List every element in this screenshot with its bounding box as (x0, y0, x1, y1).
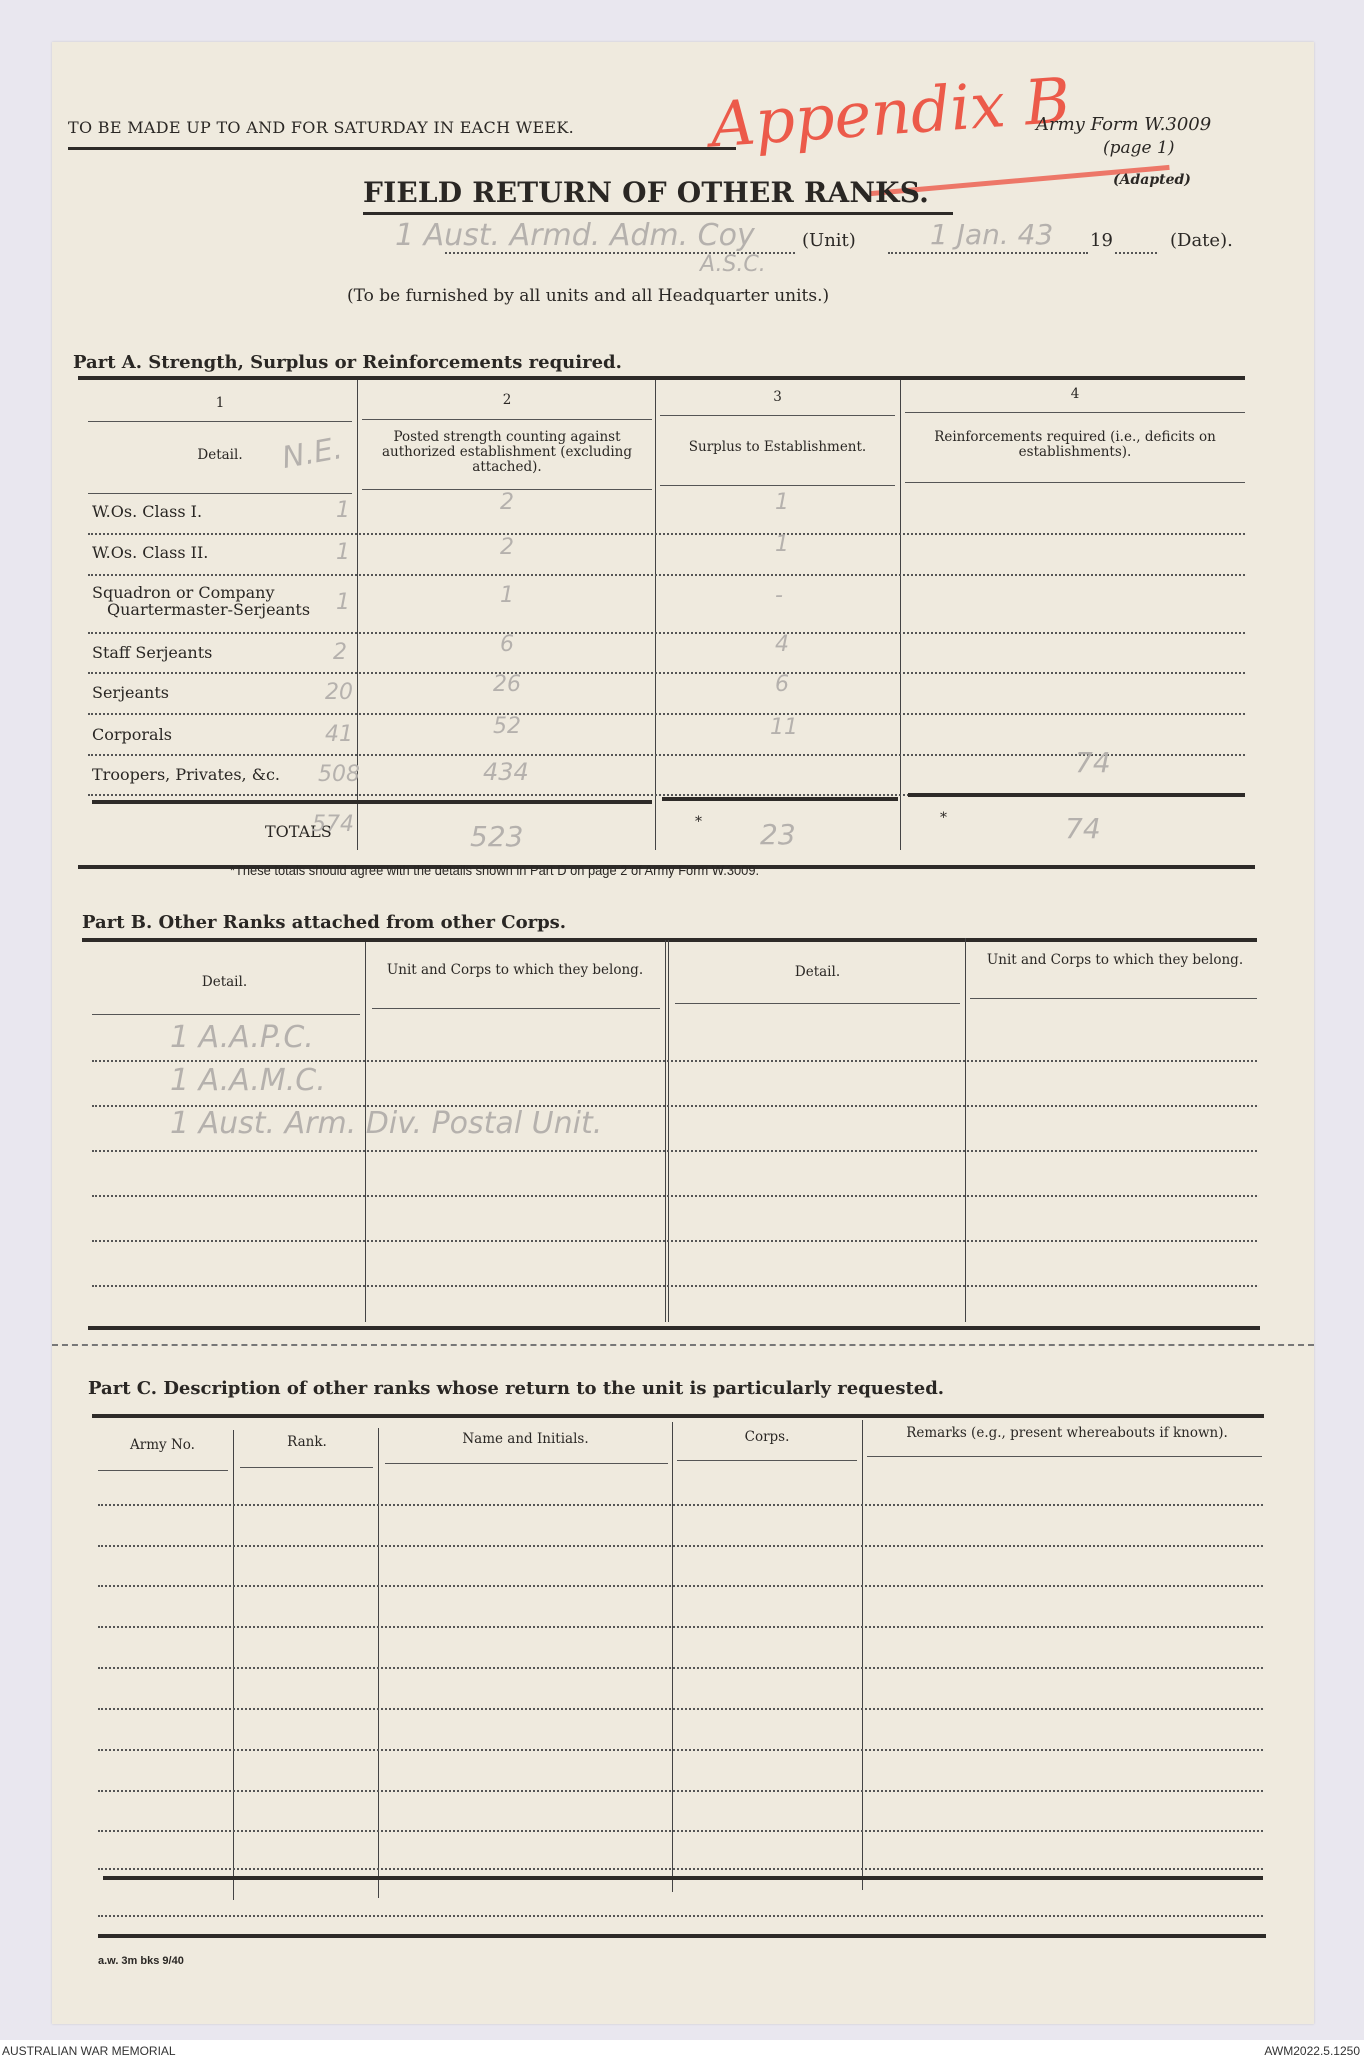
date-label: (Date). (1170, 230, 1233, 251)
subtitle: (To be furnished by all units and all Headquarter units.) (347, 286, 830, 306)
part-b-col-detail-1: Detail. (201, 974, 248, 990)
form-page: (page 1) (1103, 138, 1175, 158)
row-rule (88, 672, 1245, 674)
part-c-bottom-rule (98, 1934, 1266, 1938)
instruction-text: TO BE MADE UP TO AND FOR SATURDAY IN EACH WEEK. (68, 118, 575, 137)
part-b-header-rule (372, 1008, 660, 1009)
year-field-line (1115, 252, 1157, 254)
header-rule-4 (905, 482, 1245, 483)
part-b-entry-detail[interactable]: 1 A.A.P.C. (170, 1020, 314, 1055)
footer-bar (0, 2040, 1364, 2061)
ne-note: N.E. (279, 431, 346, 476)
col-header-detail: Detail. (197, 447, 243, 463)
part-b-entry-detail[interactable]: 1 Aust. Arm. Div. Postal Unit. (170, 1106, 603, 1141)
part-a-top-rule (78, 376, 1245, 380)
row-ne: 508 (318, 762, 360, 787)
row-rule (88, 574, 1245, 576)
col-header-posted: Posted strength counting against authorized establishment (excluding attached). (381, 429, 633, 475)
row-posted[interactable]: 434 (483, 758, 529, 786)
row-label: Squadron or Company (92, 583, 275, 602)
part-b-row-rule (92, 1195, 1257, 1197)
part-a-col-divider-3 (900, 380, 901, 850)
col-header-reinf: Reinforcements required (i.e., deficits on establishments). (934, 429, 1216, 460)
col-header-surplus: Surplus to Establishment. (688, 439, 867, 455)
row-ne: 1 (336, 540, 350, 565)
row-posted[interactable]: 2 (500, 535, 514, 560)
col-number-2: 2 (502, 392, 512, 408)
part-c-row-rule (98, 1545, 1263, 1547)
part-b-row-rule (92, 1105, 1257, 1107)
row-posted[interactable]: 52 (493, 714, 521, 739)
part-b-header-rule (92, 1014, 360, 1015)
unit-handwritten-sub: A.S.C. (700, 252, 766, 277)
part-b-row-rule (92, 1285, 1257, 1287)
row-rule (88, 713, 1245, 715)
part-c-col-remarks: Remarks (e.g., present whereabouts if known). (906, 1425, 1228, 1441)
part-c-header-rule (677, 1460, 857, 1461)
part-c-row-rule (98, 1830, 1263, 1832)
part-c-col-divider-3 (672, 1422, 673, 1892)
row-rule (88, 754, 1245, 756)
part-c-row-rule (98, 1585, 1263, 1587)
part-c-col-army-no: Army No. (130, 1437, 195, 1453)
row-surplus[interactable]: 1 (775, 532, 789, 557)
part-c-header-rule (240, 1467, 373, 1468)
row-ne: 1 (336, 498, 350, 523)
part-b-header-rule (675, 1003, 960, 1004)
year-label: 19 (1090, 230, 1113, 251)
totals-rule-left (92, 800, 652, 804)
part-a-heading: Part A. Strength, Surplus or Reinforcements required. (73, 352, 622, 373)
row-label: Serjeants (92, 683, 169, 702)
part-c-col-divider-4 (862, 1420, 863, 1890)
col-number-4: 4 (1070, 386, 1080, 402)
col-number-3: 3 (773, 389, 782, 405)
row-posted[interactable]: 26 (493, 672, 521, 697)
row-rule (88, 632, 1245, 634)
instruction-underline (68, 147, 736, 150)
row-surplus[interactable]: 1 (775, 490, 789, 515)
part-b-row-rule (92, 1060, 1257, 1062)
unit-label: (Unit) (802, 230, 856, 251)
date-handwritten: 1 Jan. 43 (930, 218, 1054, 251)
totals-surplus-asterisk: * (695, 814, 702, 830)
header-rule-1 (88, 493, 352, 494)
form-name: Army Form W.3009 (1036, 114, 1212, 135)
row-ne: 20 (325, 680, 353, 705)
part-c-row-rule (98, 1749, 1263, 1751)
row-label: Troopers, Privates, &c. (92, 765, 281, 784)
row-surplus[interactable]: 6 (775, 672, 789, 697)
colnum-rule-3 (660, 415, 895, 416)
row-label: Staff Serjeants (92, 643, 213, 662)
part-c-header-rule (98, 1470, 228, 1471)
part-c-row-rule (98, 1708, 1263, 1710)
totals-reinf-asterisk: * (940, 810, 947, 826)
part-c-col-name: Name and Initials. (462, 1431, 589, 1447)
row-surplus[interactable]: 11 (770, 715, 798, 740)
totals-label: TOTALS (265, 822, 332, 841)
date-field-line (888, 252, 1088, 254)
part-b-col-divider-3 (965, 938, 966, 1322)
row-posted[interactable]: 2 (500, 490, 514, 515)
footer-catalogue-id: AWM2022.5.1250 (1264, 2044, 1360, 2058)
colnum-rule-1 (88, 421, 352, 422)
part-b-col-unit-1: Unit and Corps to which they belong. (386, 962, 644, 978)
totals-reinf[interactable]: 74 (1065, 812, 1101, 845)
part-b-heading: Part B. Other Ranks attached from other Corps. (82, 912, 567, 933)
part-a-footnote: *These totals should agree with the details shown in Part D on page 2 of Army Form W.3009. (230, 862, 760, 878)
totals-ne: 574 (312, 812, 354, 837)
red-appendix-annotation: Appendix B (707, 63, 1073, 162)
row-rule (88, 533, 1245, 535)
part-c-row-rule (98, 1790, 1263, 1792)
totals-rule-mid (662, 797, 898, 801)
part-b-top-rule (82, 938, 1257, 942)
colnum-rule-4 (905, 412, 1245, 413)
part-c-header-rule (385, 1463, 668, 1464)
row-surplus[interactable]: 4 (775, 632, 789, 657)
row-label: W.Os. Class II. (92, 543, 209, 562)
part-c-totals-rule (103, 1876, 1263, 1880)
title-underline (363, 212, 953, 215)
part-c-row-rule (98, 1915, 1263, 1917)
part-b-col-divider-2b (668, 940, 669, 1322)
row-surplus[interactable]: - (775, 583, 783, 608)
form-adapted: (Adapted) (1113, 172, 1191, 188)
part-b-entry-detail[interactable]: 1 A.A.M.C. (170, 1063, 326, 1098)
part-a-col-divider-2 (655, 380, 656, 850)
page-title: FIELD RETURN OF OTHER RANKS. (363, 176, 930, 209)
part-b-col-divider-2 (665, 940, 666, 1322)
part-c-col-rank: Rank. (287, 1434, 327, 1450)
part-b-col-detail-2: Detail. (794, 964, 841, 980)
colnum-rule-2 (362, 419, 652, 420)
row-label: W.Os. Class I. (92, 502, 203, 521)
part-c-top-rule (92, 1414, 1264, 1418)
totals-rule-right (908, 793, 1245, 797)
header-rule-3 (660, 485, 895, 486)
part-b-row-rule (92, 1150, 1257, 1152)
footer-institution: AUSTRALIAN WAR MEMORIAL (2, 2044, 176, 2058)
row-ne: 41 (325, 722, 353, 747)
part-b-row-rule (92, 1240, 1257, 1242)
part-b-bottom-rule (88, 1326, 1260, 1330)
totals-posted[interactable]: 523 (470, 820, 524, 853)
part-c-row-rule (98, 1626, 1263, 1628)
totals-surplus[interactable]: 23 (760, 818, 796, 851)
perforation-line (52, 1344, 1314, 1346)
part-c-row-rule (98, 1504, 1263, 1506)
part-c-header-rule (867, 1456, 1262, 1457)
row-ne: 1 (336, 590, 350, 615)
part-b-header-rule (970, 998, 1257, 999)
row-label-2: Quartermaster-Serjeants (107, 600, 311, 619)
part-c-col-divider-2 (378, 1428, 379, 1898)
part-c-row-rule (98, 1868, 1263, 1870)
row-posted[interactable]: 1 (500, 583, 514, 608)
unit-handwritten: 1 Aust. Armd. Adm. Coy (395, 218, 755, 253)
row-ne: 2 (333, 640, 347, 665)
row-posted[interactable]: 6 (500, 632, 514, 657)
print-code: a.w. 3m bks 9/40 (98, 1955, 184, 1967)
part-b-col-unit-2: Unit and Corps to which they belong. (986, 952, 1244, 968)
row-label: Corporals (92, 725, 172, 744)
col-number-1: 1 (215, 395, 225, 411)
part-c-heading: Part C. Description of other ranks whose return to the unit is particularly requested. (88, 1378, 945, 1399)
part-c-col-corps: Corps. (744, 1429, 790, 1445)
row-reinf[interactable]: 74 (1075, 746, 1111, 779)
part-c-row-rule (98, 1667, 1263, 1669)
unit-field-line (445, 252, 795, 254)
